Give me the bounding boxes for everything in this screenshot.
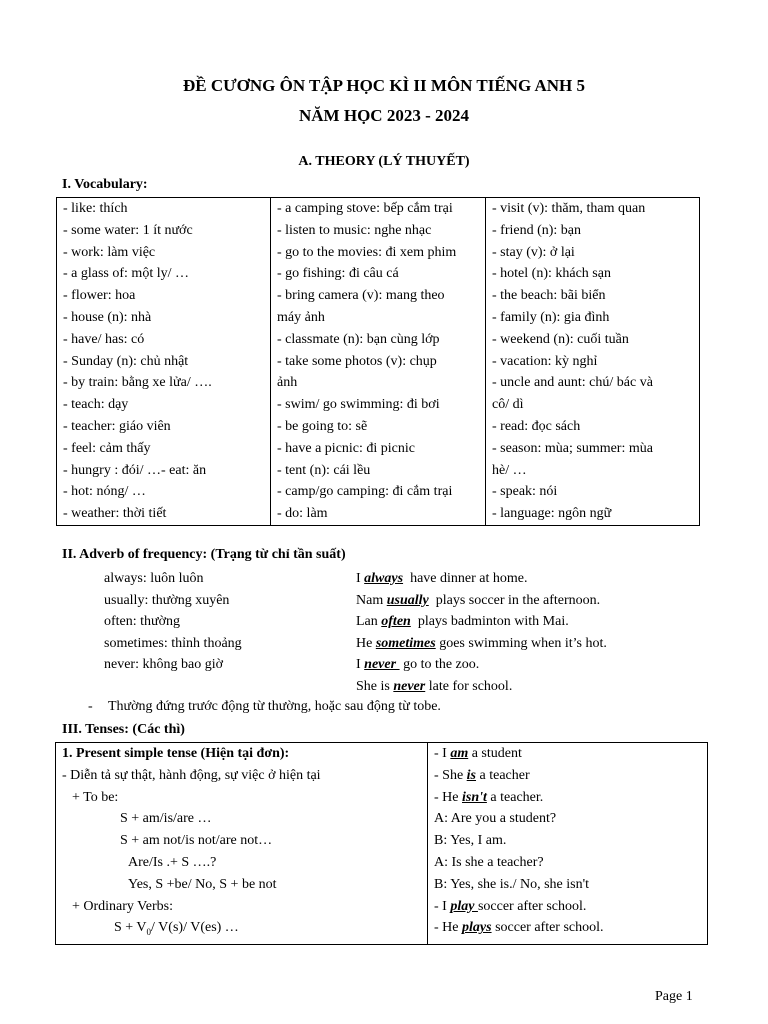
vocabulary-entry: - classmate (n): bạn cùng lớp — [277, 331, 440, 347]
tense-heading: 1. Present simple tense (Hiện tại đơn): — [62, 746, 290, 761]
vocabulary-entry: - stay (v): ở lại — [492, 244, 575, 260]
adverb-example-text: I — [356, 571, 365, 586]
tense-example — [434, 765, 701, 787]
vocabulary-entry: - do: làm — [277, 506, 328, 522]
vocabulary-entry: - Sunday (n): chủ nhật — [63, 353, 189, 369]
adverb-highlight: never — [393, 679, 426, 694]
adverb-example — [356, 568, 527, 589]
tense-example — [434, 787, 701, 809]
adverb-example — [356, 590, 600, 611]
adverb-example-text: go to the zoo. — [399, 657, 480, 673]
vocabulary-entry: - read: đọc sách — [492, 418, 581, 434]
note-bullet: - — [88, 699, 93, 714]
vocabulary-entry: - bring camera (v): mang theo — [277, 288, 445, 304]
formula-affirmative: S + am/is/are … — [120, 811, 212, 827]
vocabulary-entry: - like: thích — [63, 201, 128, 216]
vocabulary-entry: - go to the movies: đi xem phim — [277, 244, 457, 260]
tense-row — [56, 743, 708, 945]
adverb-example-text: goes swimming when it’s hot. — [435, 635, 607, 651]
tense-description: - Diễn tả sự thật, hành động, sự việc ở hiện tại — [62, 767, 321, 783]
adverb-example — [356, 611, 569, 632]
example-text: a student — [468, 746, 522, 761]
vocabulary-column-2 — [271, 198, 486, 526]
tense-example — [434, 852, 701, 874]
example-text: a teacher — [476, 767, 530, 783]
vocabulary-column-1 — [57, 198, 271, 526]
tense-example — [434, 896, 701, 918]
formula-answer: Yes, S +be/ No, S + be not — [128, 876, 277, 892]
vocabulary-entry: - family (n): gia đình — [492, 309, 610, 325]
adverb-example-text: plays badminton with Mai. — [410, 614, 569, 630]
vocabulary-entry: - house (n): nhà — [63, 309, 152, 325]
vocabulary-entry: máy ảnh — [277, 309, 325, 325]
vocabulary-entry: - hotel (n): khách sạn — [492, 266, 611, 282]
tense-example — [434, 917, 701, 939]
vocabulary-table — [56, 197, 700, 526]
vocabulary-entry: - teacher: giáo viên — [63, 418, 171, 434]
example-text: A: Is she a teacher? — [434, 854, 544, 870]
vocabulary-entry: - teach: dạy — [63, 397, 129, 413]
vocabulary-entry: cô/ dì — [492, 397, 524, 413]
vocabulary-entry: - visit (v): thăm, tham quan — [492, 201, 646, 216]
formula-negative: S + am not/is not/are not… — [120, 833, 273, 849]
vocabulary-entry: - work: làm việc — [63, 244, 156, 260]
vocabulary-entry: - speak: nói — [492, 484, 558, 500]
ordinary-verbs-label: + Ordinary Verbs: — [72, 898, 173, 914]
vocabulary-entry: - listen to music: nghe nhạc — [277, 222, 432, 238]
adverb-example-text: He — [356, 635, 376, 651]
vocabulary-entry: - feel: cảm thấy — [63, 440, 151, 456]
example-text: - He — [434, 789, 462, 805]
tense-examples-cell — [428, 743, 708, 945]
tense-rules-cell — [56, 743, 428, 945]
vocabulary-entry: - hot: nóng/ … — [63, 484, 146, 500]
vocabulary-entry: - go fishing: đi câu cá — [277, 266, 399, 282]
vocabulary-entry: - take some photos (v): chụp — [277, 353, 437, 369]
vocabulary-entry: - language: ngôn ngữ — [492, 506, 612, 522]
example-text: A: Are you a student? — [434, 811, 557, 827]
adverb-example-text: She is — [356, 679, 394, 694]
example-text: - I — [434, 898, 451, 914]
vocabulary-entry: - camp/go camping: đi cắm trại — [277, 484, 453, 500]
adverb-example-text: Lan — [356, 614, 382, 630]
adverb-term: sometimes: thỉnh thoảng — [104, 635, 242, 651]
tense-example — [434, 874, 701, 896]
adverb-term: always: luôn luôn — [104, 571, 204, 586]
vocabulary-heading: I. Vocabulary: — [62, 177, 148, 192]
vocabulary-entry: - have a picnic: đi picnic — [277, 440, 415, 456]
vocabulary-entry: - friend (n): bạn — [492, 222, 582, 238]
adverb-example-text: late for school. — [425, 679, 513, 694]
example-text: B: Yes, I am. — [434, 833, 507, 849]
formula-ordinary-part1: S + V — [114, 920, 147, 936]
formula-ordinary — [62, 917, 421, 944]
vocabulary-entry: - be going to: sẽ — [277, 418, 368, 434]
note-text: Thường đứng trước động từ thường, hoặc sau động từ tobe. — [108, 699, 441, 714]
example-text: - She — [434, 767, 467, 783]
vocabulary-entry: hè/ … — [492, 462, 527, 478]
example-text: - I — [434, 746, 451, 761]
vocabulary-entry: - a camping stove: bếp cắm trại — [277, 201, 453, 216]
adverb-highlight: never — [364, 657, 400, 673]
tense-table — [55, 742, 708, 945]
vocabulary-entry: - uncle and aunt: chú/ bác và — [492, 375, 653, 391]
adverb-note — [88, 699, 441, 715]
vocabulary-column-3 — [486, 198, 700, 526]
adverb-highlight: usually — [386, 592, 429, 608]
adverb-example-text: Nam — [356, 592, 387, 608]
vocabulary-entry: - the beach: bãi biển — [492, 288, 606, 304]
adverb-highlight: always — [364, 571, 404, 586]
adverb-term: usually: thường xuyên — [104, 592, 230, 608]
page-number: Page 1 — [655, 989, 693, 1004]
adverb-example — [356, 633, 607, 654]
example-text: soccer after school. — [477, 898, 587, 914]
adverb-example — [356, 676, 512, 697]
verb-highlight: is — [466, 767, 477, 783]
formula-question: Are/Is .+ S ….? — [128, 854, 217, 870]
adverb-example-text: have dinner at home. — [403, 571, 528, 586]
formula-ordinary-part2: / V(s)/ V(es) … — [151, 920, 239, 936]
vocabulary-entry: - vacation: kỳ nghỉ — [492, 353, 598, 369]
vocabulary-entry: - some water: 1 ít nước — [63, 222, 193, 238]
vocabulary-entry: - weather: thời tiết — [63, 506, 167, 522]
adverb-example-text: plays soccer in the afternoon. — [428, 592, 601, 608]
vocabulary-row — [57, 198, 700, 526]
example-text: B: Yes, she is./ No, she isn't — [434, 876, 589, 892]
verb-highlight: play — [450, 898, 478, 914]
vocabulary-entry: - by train: bằng xe lửa/ …. — [63, 375, 212, 391]
vocabulary-entry: - weekend (n): cuối tuần — [492, 331, 629, 347]
document-title-line2: NĂM HỌC 2023 - 2024 — [299, 106, 469, 125]
example-text: - He — [434, 920, 462, 936]
adverb-example — [356, 654, 479, 675]
example-text: soccer after school. — [491, 920, 604, 936]
vocabulary-entry: - have/ has: có — [63, 331, 145, 347]
adverb-example-text: I — [356, 657, 365, 673]
vocabulary-entry: - tent (n): cái lều — [277, 462, 371, 478]
adverb-highlight: sometimes — [375, 635, 436, 651]
verb-highlight: isn't — [462, 789, 487, 805]
formula-ordinary-subscript: 0 — [146, 927, 152, 938]
tenses-heading: III. Tenses: (Các thì) — [62, 722, 185, 737]
tense-example — [434, 830, 701, 852]
vocabulary-entry: - swim/ go swimming: đi bơi — [277, 397, 440, 413]
verb-highlight: plays — [462, 920, 492, 936]
vocabulary-entry: - season: mùa; summer: mùa — [492, 440, 653, 456]
document-title-line1: ĐỀ CƯƠNG ÔN TẬP HỌC KÌ II MÔN TIẾNG ANH 5 — [182, 76, 586, 95]
vocabulary-entry: - a glass of: một ly/ … — [63, 266, 189, 282]
verb-highlight: am — [450, 746, 469, 761]
adverb-heading: II. Adverb of frequency: (Trạng từ chỉ tần suất) — [62, 547, 346, 562]
theory-heading: A. THEORY (LÝ THUYẾT) — [298, 154, 470, 169]
vocabulary-entry: - flower: hoa — [63, 288, 136, 304]
adverb-highlight: often — [381, 614, 411, 630]
adverb-term: never: không bao giờ — [104, 657, 223, 673]
example-text: a teacher. — [486, 789, 544, 805]
vocabulary-entry: - hungry : đói/ …- eat: ăn — [63, 462, 207, 478]
tobe-label: + To be: — [72, 789, 119, 805]
tense-example — [434, 743, 701, 765]
vocabulary-entry: ảnh — [277, 375, 298, 391]
adverb-term: often: thường — [104, 614, 181, 630]
tense-example — [434, 808, 701, 830]
